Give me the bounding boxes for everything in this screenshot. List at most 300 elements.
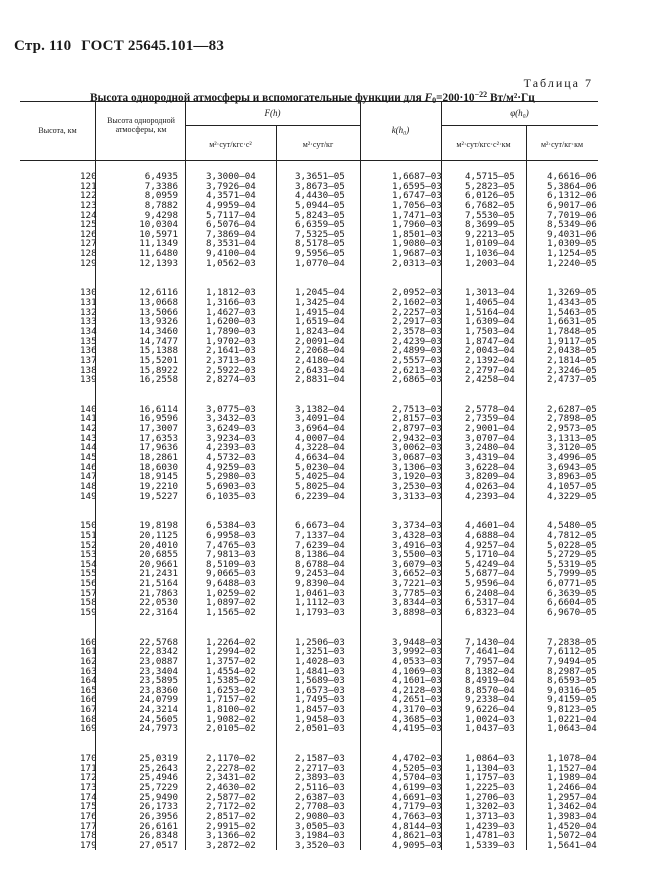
cell: 15,5201 [139, 354, 178, 366]
table-row [20, 608, 598, 618]
row-group [20, 172, 598, 268]
cell: 1,1304—03 [465, 762, 515, 774]
cell: 19,2210 [139, 480, 178, 492]
cell: 2,8274—03 [206, 374, 256, 386]
cell: 16,9596 [139, 413, 178, 425]
cell: 15,1388 [139, 345, 178, 357]
cell: 1,7848—05 [547, 325, 597, 337]
cell: 124 [80, 209, 97, 221]
cell: 14,3460 [139, 325, 178, 337]
cell: 2,1392—04 [465, 354, 515, 366]
cell: 1,1527—04 [547, 762, 597, 774]
cell: 2,3713—03 [206, 354, 256, 366]
cell: 9,4298 [144, 209, 178, 221]
cell: 162 [80, 655, 97, 667]
cell: 7,9494—05 [547, 655, 597, 667]
cell: 23,5895 [139, 675, 178, 687]
cell: 1,7056—03 [392, 199, 442, 211]
row-group [20, 288, 598, 384]
cell: 1,1036—04 [465, 248, 515, 260]
cell: 2,0091—04 [295, 335, 345, 347]
cell: 2,2278—02 [206, 762, 256, 774]
table-body [20, 161, 598, 850]
cell: 2,8517—02 [206, 810, 256, 822]
cell: 2,5116—03 [295, 781, 345, 793]
cell: 4,1057—05 [547, 480, 597, 492]
cell: 4,5480—05 [547, 520, 597, 532]
cell: 10,5971 [139, 228, 178, 240]
cell: 2,0952—03 [392, 287, 442, 299]
cell: 3,3520—03 [295, 839, 345, 851]
cell: 2,6433—04 [295, 364, 345, 376]
cell: 9,2213—05 [465, 228, 515, 240]
cell: 4,5205—03 [392, 762, 442, 774]
cell: 7,1430—04 [465, 636, 515, 648]
cell: 2,6213—03 [392, 364, 442, 376]
cell: 1,3251—03 [295, 646, 345, 658]
cell: 6,7682—05 [465, 199, 515, 211]
cell: 4,7812—05 [547, 529, 597, 541]
cell: 4,4702—03 [392, 753, 442, 765]
cell: 1,3713—03 [465, 810, 515, 822]
cell: 2,7898—05 [547, 413, 597, 425]
cell: 148 [80, 480, 97, 492]
cell: 2,2717—03 [295, 762, 345, 774]
cell: 1,4065—04 [465, 297, 515, 309]
cell: 1,0221—04 [547, 713, 597, 725]
cell: 144 [80, 442, 97, 454]
cell: 1,1812—03 [206, 287, 256, 299]
cell: 1,0461—03 [295, 587, 345, 599]
cell: 8,5178—05 [295, 238, 345, 250]
cell: 142 [80, 423, 97, 435]
cell: 3,8963—05 [547, 471, 597, 483]
cell: 1,3425—04 [295, 297, 345, 309]
cell: 3,4328—03 [392, 529, 442, 541]
cell: 4,1601—03 [392, 675, 442, 687]
cell: 4,6634—04 [295, 452, 345, 464]
cell: 4,9959—04 [206, 199, 256, 211]
cell: 7,4641—04 [465, 646, 515, 658]
cell: 24,7973 [139, 723, 178, 735]
cell: 4,9257—04 [465, 539, 515, 551]
cell: 1,8501—03 [392, 228, 442, 240]
table-row [20, 259, 598, 269]
cell: 6,1312—06 [547, 190, 597, 202]
header-phi-unit2: м²·сут/кг·км [540, 140, 584, 149]
cell: 6,6604—05 [547, 597, 597, 609]
cell: 1,0864—03 [465, 753, 515, 765]
cell: 3,2480—04 [465, 442, 515, 454]
cell: 1,8457—03 [295, 704, 345, 716]
cell: 1,1565—02 [206, 606, 256, 618]
cell: 3,1306—03 [392, 461, 442, 473]
cell: 4,0533—03 [392, 655, 442, 667]
row-group [20, 638, 598, 734]
cell: 24,5605 [139, 713, 178, 725]
cell: 165 [80, 684, 97, 696]
cell: 3,9448—03 [392, 636, 442, 648]
cell: 123 [80, 199, 97, 211]
cell: 128 [80, 248, 97, 260]
cell: 1,3202—03 [465, 801, 515, 813]
cell: 22,8342 [139, 646, 178, 658]
cell: 3,4996—05 [547, 452, 597, 464]
cell: 1,2240—05 [547, 257, 597, 269]
cell: 2,4180—04 [295, 354, 345, 366]
cell: 178 [80, 830, 97, 842]
cell: 1,9082—02 [206, 713, 256, 725]
cell: 3,6964—04 [295, 423, 345, 435]
cell: 3,9992—03 [392, 646, 442, 658]
row-group [20, 405, 598, 501]
page-header [14, 38, 230, 55]
cell: 22,5768 [139, 636, 178, 648]
cell: 20,9661 [139, 558, 178, 570]
table-row [20, 492, 598, 502]
cell: 1,4627—03 [206, 306, 256, 318]
cell: 2,4737—05 [547, 374, 597, 386]
cell: 11,6480 [139, 248, 178, 260]
cell: 140 [80, 403, 97, 415]
cell: 1,7503—04 [465, 325, 515, 337]
cell: 1,4239—03 [465, 820, 515, 832]
cell: 1,2466—04 [547, 781, 597, 793]
cell: 122 [80, 190, 97, 202]
cell: 24,0799 [139, 694, 178, 706]
cell: 1,7471—03 [392, 209, 442, 221]
cell: 1,4841—03 [295, 665, 345, 677]
cell: 2,0105—02 [206, 723, 256, 735]
cell: 134 [80, 325, 97, 337]
cell: 18,6030 [139, 461, 178, 473]
cell: 5,3864—06 [547, 180, 597, 192]
cell: 4,8144—03 [392, 820, 442, 832]
cell: 2,0313—03 [392, 257, 442, 269]
cell: 1,7890—03 [206, 325, 256, 337]
cell: 2,9573—05 [547, 423, 597, 435]
cell: 7,9813—03 [206, 549, 256, 561]
cell: 156 [80, 578, 97, 590]
cell: 4,7663—03 [392, 810, 442, 822]
cell: 3,8673—05 [295, 180, 345, 192]
cell: 2,3893—03 [295, 772, 345, 784]
cell: 176 [80, 810, 97, 822]
cell: 5,0228—05 [547, 539, 597, 551]
cell: 2,1814—05 [547, 354, 597, 366]
cell: 4,8621—03 [392, 830, 442, 842]
cell: 7,5530—05 [465, 209, 515, 221]
cell: 13,0668 [139, 297, 178, 309]
cell: 4,6199—03 [392, 781, 442, 793]
cell: 23,0887 [139, 655, 178, 667]
caption-unit: Вт/м²·Гц [487, 92, 535, 104]
cell: 3,1382—04 [295, 403, 345, 415]
cell: 15,8922 [139, 364, 178, 376]
cell: 9,8123—05 [547, 704, 597, 716]
cell: 4,9259—03 [206, 461, 256, 473]
cell: 1,9458—03 [295, 713, 345, 725]
cell: 3,4091—04 [295, 413, 345, 425]
cell: 6,6359—05 [295, 219, 345, 231]
cell: 2,6287—05 [547, 403, 597, 415]
cell: 2,5922—03 [206, 364, 256, 376]
cell: 155 [80, 568, 97, 580]
cell: 5,8025—04 [295, 480, 345, 492]
cell: 146 [80, 461, 97, 473]
cell: 4,6888—04 [465, 529, 515, 541]
cell: 5,0944—05 [295, 199, 345, 211]
cell: 20,4010 [139, 539, 178, 551]
cell: 5,2980—03 [206, 471, 256, 483]
cell: 7,4765—03 [206, 539, 256, 551]
cell: 130 [80, 287, 97, 299]
cell: 12,1393 [139, 257, 178, 269]
cell: 21,2431 [139, 568, 178, 580]
cell: 3,6249—03 [206, 423, 256, 435]
cell: 3,5500—03 [392, 549, 442, 561]
cell: 2,3246—05 [547, 364, 597, 376]
cell: 4,2651—03 [392, 694, 442, 706]
cell: 1,6200—03 [206, 316, 256, 328]
cell: 3,0062—03 [392, 442, 442, 454]
cell: 1,5689—03 [295, 675, 345, 687]
cell: 2,7513—03 [392, 403, 442, 415]
cell: 23,8360 [139, 684, 178, 696]
cell: 4,2128—03 [392, 684, 442, 696]
cell: 4,4601—04 [465, 520, 515, 532]
caption-value: =200·10 [436, 92, 475, 104]
cell: 1,6519—04 [295, 316, 345, 328]
cell: 8,2987—05 [547, 665, 597, 677]
cell: 1,5385—02 [206, 675, 256, 687]
cell: 2,7172—02 [206, 801, 256, 813]
cell: 16,6114 [139, 403, 178, 415]
cell: 3,2530—03 [392, 480, 442, 492]
cell: 5,5319—05 [547, 558, 597, 570]
cell: 3,6652—03 [392, 568, 442, 580]
cell: 166 [80, 694, 97, 706]
caption-exp: −22 [474, 90, 488, 99]
cell: 2,5778—04 [465, 403, 515, 415]
cell: 127 [80, 238, 97, 250]
cell: 139 [80, 374, 97, 386]
cell: 3,4916—03 [392, 539, 442, 551]
header-phi: φ(h₀) [510, 108, 529, 118]
cell: 4,0263—04 [465, 480, 515, 492]
table-header [20, 101, 598, 161]
cell: 2,9001—04 [465, 423, 515, 435]
cell: 170 [80, 753, 97, 765]
cell: 1,0770—04 [295, 257, 345, 269]
cell: 2,5557—03 [392, 354, 442, 366]
cell: 20,6855 [139, 549, 178, 561]
table-row [20, 375, 598, 385]
header-fh-unit2: м²·сут/кг [302, 140, 334, 149]
cell: 21,7863 [139, 587, 178, 599]
cell: 6,9017—06 [547, 199, 597, 211]
cell: 19,5227 [139, 490, 178, 502]
cell: 17,9636 [139, 442, 178, 454]
cell: 7,6112—05 [547, 646, 597, 658]
cell: 4,3228—04 [295, 442, 345, 454]
cell: 8,8570—04 [465, 684, 515, 696]
cell: 3,0775—03 [206, 403, 256, 415]
cell: 8,7882 [144, 199, 178, 211]
cell: 1,2994—02 [206, 646, 256, 658]
cell: 1,3462—04 [547, 801, 597, 813]
caption-text: Высота однородной атмосферы и вспомогательные функции для [90, 92, 425, 104]
cell: 1,5072—04 [547, 830, 597, 842]
cell: 159 [80, 606, 97, 618]
cell: 11,1349 [139, 238, 178, 250]
cell: 2,4239—03 [392, 335, 442, 347]
cell: 121 [80, 180, 97, 192]
cell: 6,5384—03 [206, 520, 256, 532]
cell: 129 [80, 257, 97, 269]
cell: 143 [80, 432, 97, 444]
cell: 4,6691—03 [392, 791, 442, 803]
cell: 3,6079—03 [392, 558, 442, 570]
cell: 3,8209—04 [465, 471, 515, 483]
cell: 1,0024—03 [465, 713, 515, 725]
cell: 1,0437—03 [465, 723, 515, 735]
cell: 150 [80, 520, 97, 532]
cell: 10,0304 [139, 219, 178, 231]
cell: 1,3269—05 [547, 287, 597, 299]
cell: 133 [80, 316, 97, 328]
cell: 4,3685—03 [392, 713, 442, 725]
cell: 1,5164—04 [465, 306, 515, 318]
row-group [20, 521, 598, 617]
cell: 168 [80, 713, 97, 725]
header-kh: k(h₀) [391, 125, 410, 135]
cell: 26,8348 [139, 830, 178, 842]
cell: 2,7708—03 [295, 801, 345, 813]
cell: 6,9670—05 [547, 606, 597, 618]
cell: 8,1382—04 [465, 665, 515, 677]
cell: 1,7960—03 [392, 219, 442, 231]
cell: 2,2797—04 [465, 364, 515, 376]
cell: 2,4258—04 [465, 374, 515, 386]
cell: 3,1920—03 [392, 471, 442, 483]
cell: 154 [80, 558, 97, 570]
cell: 4,2393—03 [206, 442, 256, 454]
cell: 27,0517 [139, 839, 178, 851]
cell: 2,7359—04 [465, 413, 515, 425]
cell: 6,8323—04 [465, 606, 515, 618]
cell: 149 [80, 490, 97, 502]
cell: 1,3757—02 [206, 655, 256, 667]
cell: 9,4100—04 [206, 248, 256, 260]
cell: 9,0316—05 [547, 684, 597, 696]
cell: 5,6877—04 [465, 568, 515, 580]
cell: 2,4630—02 [206, 781, 256, 793]
cell: 7,7957—04 [465, 655, 515, 667]
cell: 22,0530 [139, 597, 178, 609]
cell: 175 [80, 801, 97, 813]
header-height: Высота, км [38, 126, 77, 135]
cell: 5,7999—05 [547, 568, 597, 580]
cell: 3,1313—05 [547, 432, 597, 444]
cell: 18,9145 [139, 471, 178, 483]
cell: 4,3571—04 [206, 190, 256, 202]
cell: 2,8797—03 [392, 423, 442, 435]
cell: 1,0643—04 [547, 723, 597, 735]
cell: 9,0665—03 [206, 568, 256, 580]
cell: 9,2338—04 [465, 694, 515, 706]
cell: 135 [80, 335, 97, 347]
cell: 5,4025—04 [295, 471, 345, 483]
cell: 1,6747—03 [392, 190, 442, 202]
cell: 9,4031—06 [547, 228, 597, 240]
table-row [20, 841, 598, 851]
cell: 4,0007—04 [295, 432, 345, 444]
cell: 8,1386—04 [295, 549, 345, 561]
cell: 6,2408—04 [465, 587, 515, 599]
cell: 1,6253—02 [206, 684, 256, 696]
cell: 1,6595—03 [392, 180, 442, 192]
cell: 8,4919—04 [465, 675, 515, 687]
cell: 20,1125 [139, 529, 178, 541]
table-row [20, 724, 598, 734]
cell: 4,7179—03 [392, 801, 442, 813]
cell: 5,2729—05 [547, 549, 597, 561]
cell: 1,9687—03 [392, 248, 442, 260]
cell: 4,3170—03 [392, 704, 442, 716]
cell: 137 [80, 354, 97, 366]
cell: 3,3000—04 [206, 171, 256, 182]
cell: 120 [80, 171, 97, 182]
cell: 1,0309—05 [547, 238, 597, 250]
cell: 1,4028—03 [295, 655, 345, 667]
cell: 6,2239—04 [295, 490, 345, 502]
cell: 6,4935 [144, 171, 178, 182]
cell: 171 [80, 762, 97, 774]
cell: 2,8157—03 [392, 413, 442, 425]
cell: 2,1641—03 [206, 345, 256, 357]
cell: 1,6687—03 [392, 171, 442, 182]
cell: 8,3531—04 [206, 238, 256, 250]
cell: 4,2393—04 [465, 490, 515, 502]
cell: 3,6228—04 [465, 461, 515, 473]
cell: 25,9490 [139, 791, 178, 803]
cell: 5,6903—03 [206, 480, 256, 492]
caption-var: F [424, 92, 433, 104]
cell: 4,6616—06 [547, 171, 597, 182]
cell: 1,5463—05 [547, 306, 597, 318]
cell: 131 [80, 297, 97, 309]
cell: 1,9080—03 [392, 238, 442, 250]
cell: 1,1757—03 [465, 772, 515, 784]
cell: 13,5066 [139, 306, 178, 318]
cell: 23,3404 [139, 665, 178, 677]
cell: 6,5076—04 [206, 219, 256, 231]
cell: 1,3013—04 [465, 287, 515, 299]
cell: 1,5641—04 [547, 839, 597, 851]
cell: 21,5164 [139, 578, 178, 590]
cell: 16,2558 [139, 374, 178, 386]
cell: 3,3734—03 [392, 520, 442, 532]
cell: 5,9596—04 [465, 578, 515, 590]
cell: 8,3699—05 [465, 219, 515, 231]
cell: 25,7229 [139, 781, 178, 793]
cell: 2,5877—02 [206, 791, 256, 803]
cell: 3,3651—05 [295, 171, 345, 182]
cell: 172 [80, 772, 97, 784]
cell: 3,7785—03 [392, 587, 442, 599]
cell: 1,4554—02 [206, 665, 256, 677]
